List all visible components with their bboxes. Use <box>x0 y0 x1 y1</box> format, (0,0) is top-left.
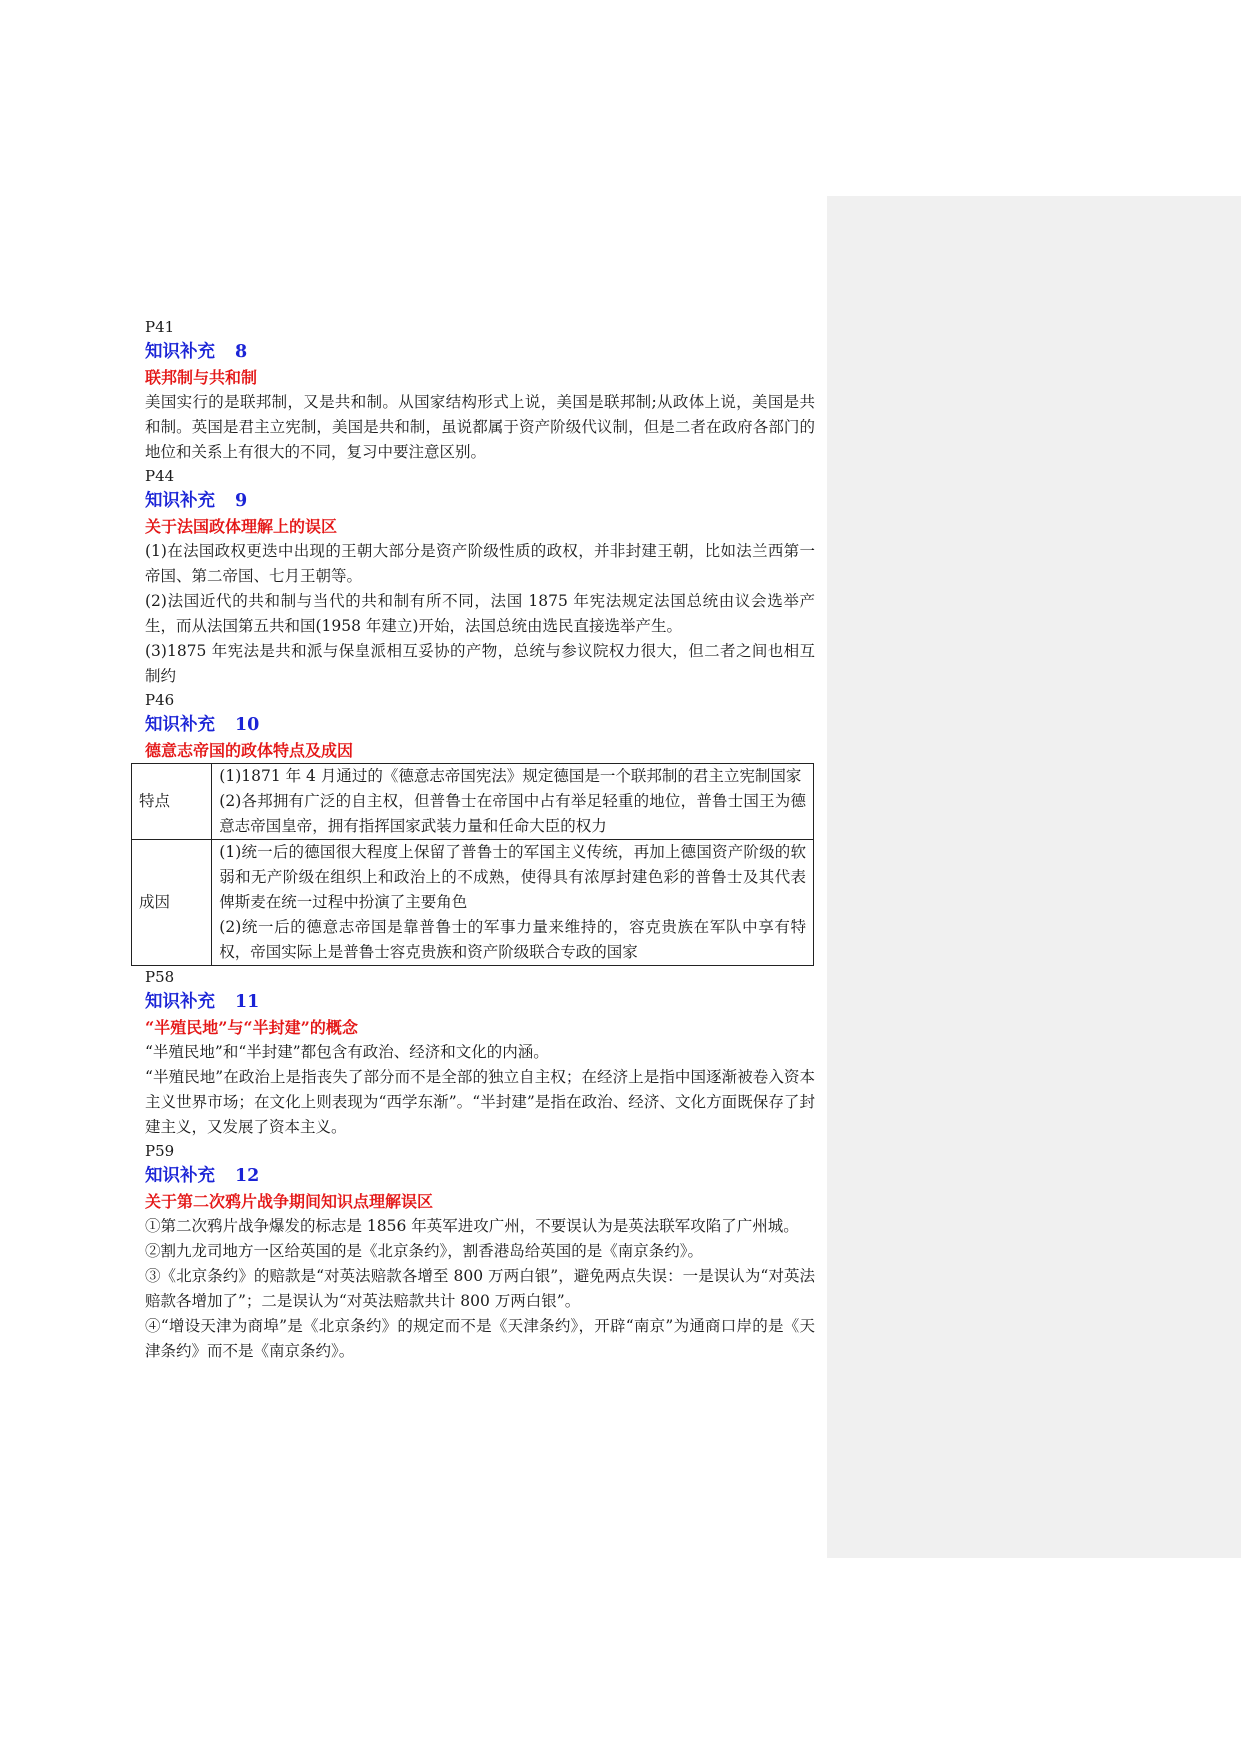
page-ref: P44 <box>145 467 175 485</box>
paragraph: ①第二次鸦片战争爆发的标志是 1856 年英军进攻广州，不要误认为是英法联军攻陷了广州城。 <box>145 1217 799 1235</box>
section-subtitle: 联邦制与共和制 <box>145 368 258 387</box>
section-heading: 知识补充 11 <box>145 992 260 1012</box>
paragraph: ②割九龙司地方一区给英国的是《北京条约》，割香港岛给英国的是《南京条约》。 <box>145 1242 704 1260</box>
paragraph: (3)1875 年宪法是共和派与保皇派相互妥协的产物，总统与参议院权力很大，但二者之间也相互制约 <box>145 642 815 685</box>
row-label: 特点 <box>132 764 212 840</box>
section-8 <box>145 316 815 465</box>
page-ref: P46 <box>145 691 175 709</box>
comment-pane <box>827 196 1241 1558</box>
section-12 <box>145 1140 815 1364</box>
table-row <box>132 840 814 966</box>
paragraph: “半殖民地”在政治上是指丧失了部分而不是全部的独立自主权；在经济上是指中国逐渐被卷入资本主义世界市场；在文化上则表现为“西学东渐”。“半封建”是指在政治、经济、文化方面既保存了封建主义，又发展了资本主义。 <box>145 1068 815 1136</box>
section-heading: 知识补充 9 <box>145 491 248 511</box>
row-content <box>212 840 814 966</box>
section-subtitle: 德意志帝国的政体特点及成因 <box>145 741 354 760</box>
page-ref: P58 <box>145 968 175 986</box>
section-heading: 知识补充 10 <box>145 715 260 735</box>
page-ref: P41 <box>145 318 175 336</box>
row-content <box>212 764 814 840</box>
section-11 <box>145 966 815 1140</box>
paragraph: (1)在法国政权更迭中出现的王朝大部分是资产阶级性质的政权，并非封建王朝，比如法兰西第一帝国、第二帝国、七月王朝等。 <box>145 542 815 585</box>
section-subtitle: “半殖民地”与“半封建”的概念 <box>145 1018 358 1037</box>
table-item: (2)各邦拥有广泛的自主权，但普鲁士在帝国中占有举足轻重的地位，普鲁士国王为德意志帝国皇帝，拥有指挥国家武装力量和任命大臣的权力 <box>219 792 806 835</box>
paragraph: “半殖民地”和“半封建”都包含有政治、经济和文化的内涵。 <box>145 1043 549 1061</box>
table-item: (2)统一后的德意志帝国是靠普鲁士的军事力量来维持的，容克贵族在军队中享有特权，帝国实际上是普鲁士容克贵族和资产阶级联合专政的国家 <box>219 918 806 961</box>
section-10 <box>139 689 815 966</box>
paragraph: (2)法国近代的共和制与当代的共和制有所不同，法国 1875 年宪法规定法国总统由议会选举产生，而从法国第五共和国(1958 年建立)开始，法国总统由选民直接选举产生。 <box>145 592 815 635</box>
document-body <box>139 316 815 1364</box>
row-label: 成因 <box>132 840 212 966</box>
paragraph: 美国实行的是联邦制，又是共和制。从国家结构形式上说，美国是联邦制;从政体上说，美国是共和制。英国是君主立宪制，美国是共和制，虽说都属于资产阶级代议制，但是二者在政府各部门的地位和关系上有很大的不同，复习中要注意区别。 <box>145 393 815 461</box>
table-item: (1)统一后的德国很大程度上保留了普鲁士的军国主义传统，再加上德国资产阶级的软弱和无产阶级在组织上和政治上的不成熟，使得具有浓厚封建色彩的普鲁士及其代表俾斯麦在统一过程中扮演了主要角色 <box>219 843 806 911</box>
paragraph: ④“增设天津为商埠”是《北京条约》的规定而不是《天津条约》，开辟“南京”为通商口岸的是《天津条约》而不是《南京条约》。 <box>145 1317 815 1360</box>
table-item: (1)1871 年 4 月通过的《德意志帝国宪法》规定德国是一个联邦制的君主立宪制国家 <box>219 767 802 785</box>
paragraph: ③《北京条约》的赔款是“对英法赔款各增至 800 万两白银”，避免两点失误：一是误认为“对英法赔款各增加了”；二是误认为“对英法赔款共计 800 万两白银”。 <box>145 1267 815 1310</box>
section-heading: 知识补充 12 <box>145 1166 260 1186</box>
table-row <box>132 764 814 840</box>
section-heading: 知识补充 8 <box>145 342 248 362</box>
info-table <box>131 763 814 966</box>
page-ref: P59 <box>145 1142 175 1160</box>
section-9 <box>145 465 815 689</box>
section-subtitle: 关于法国政体理解上的误区 <box>145 517 338 536</box>
section-subtitle: 关于第二次鸦片战争期间知识点理解误区 <box>145 1192 434 1211</box>
